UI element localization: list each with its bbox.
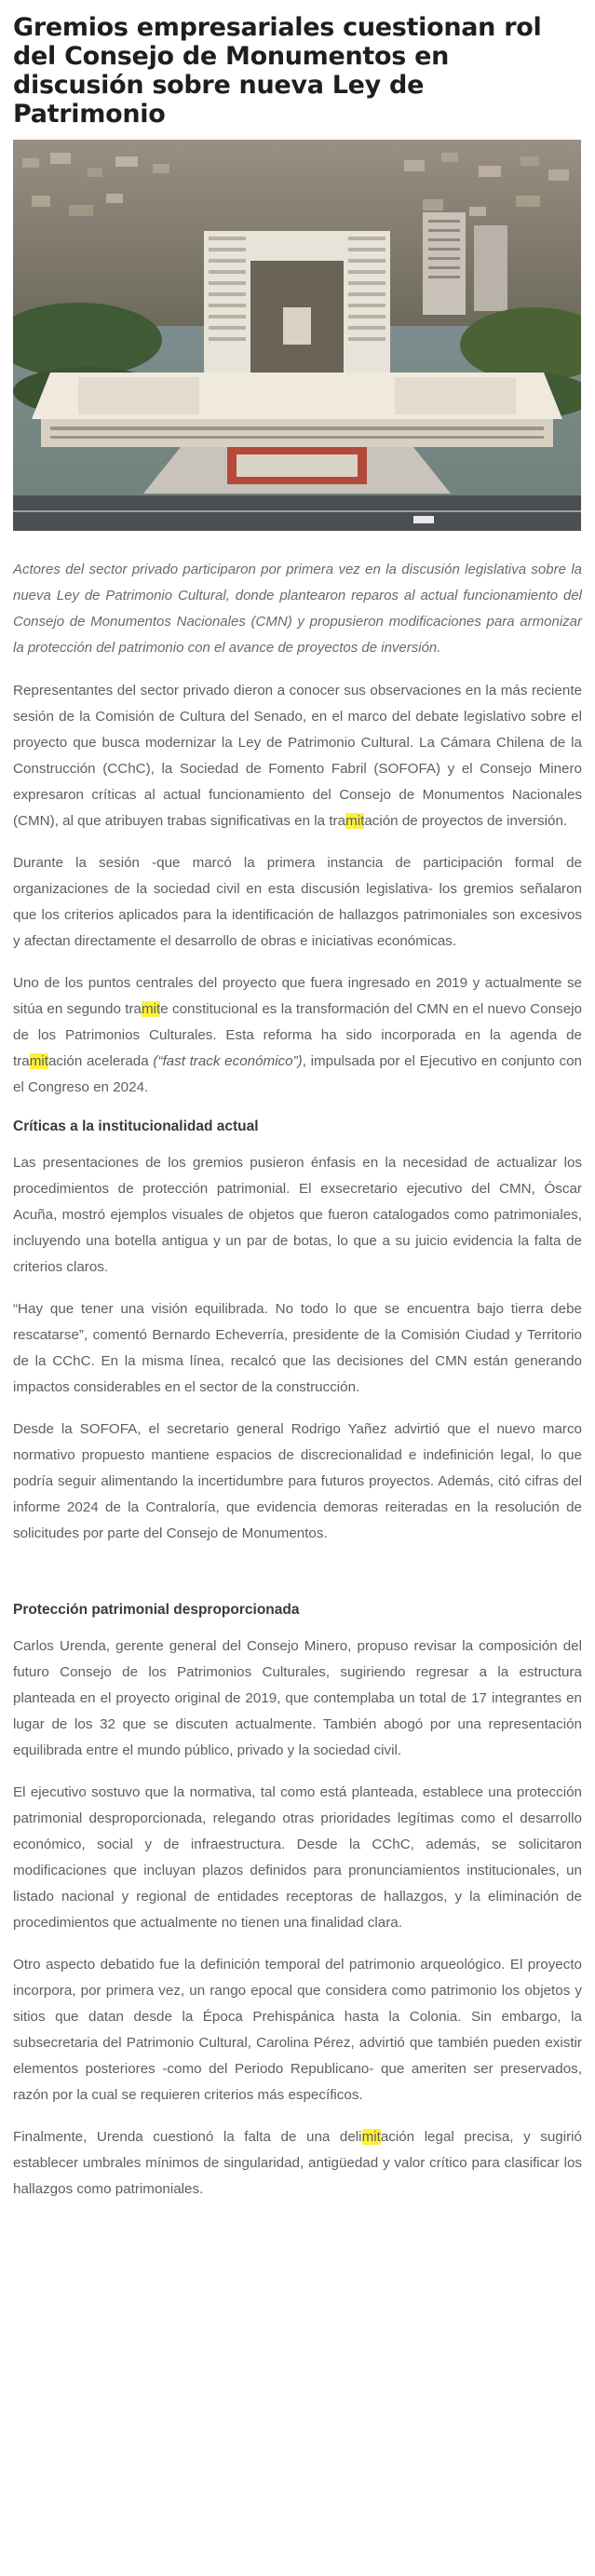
paragraph-6: Desde la SOFOFA, el secretario general Rodrigo Yañez advirtió que el nuevo marco normativo propuesto mantiene espacios de discrecionalidad e indefinición legal, lo que podría seguir alimentando la incertidumbre para futuros proyectos. Además, citó cifras del informe 2024 de la Contraloría, que evidencia demoras reiteradas en la resolución de solicitudes por parte del Consejo de Monumentos. (13, 1421, 582, 1541)
paragraph-1 (13, 678, 582, 834)
search-highlight: mit (29, 1053, 48, 1069)
paragraph-3 (13, 970, 582, 1101)
paragraph-3-italic: (“fast track económico”) (153, 1053, 303, 1069)
section-heading-proteccion: Protección patrimonial desproporcionada (13, 1602, 300, 1618)
paragraph-8: El ejecutivo sostuvo que la normativa, tal como está planteada, establece una protección patrimonial desproporcionada, relegando otras prioridades legítimas como el desarrollo económico, social y de infraestructura. Desde la CChC, además, se solicitaron modificaciones que incluyan plazos definidos para pronunciamientos institucionales, un listado nacional y regional de entidades receptoras de hallazgos, y la eliminación de procedimientos que actualmente no tienen una finalidad clara. (13, 1784, 582, 1931)
paragraph-2: Durante la sesión -que marcó la primera instancia de participación formal de organizaciones de la sociedad civil en esta discusión legislativa- los gremios señalaron que los criterios aplicados para la identificación de hallazgos patrimoniales son excesivos y afectan directamente el desarrollo de obras e iniciativas económicas. (13, 855, 582, 949)
paragraph-10-text-b: ación legal precisa, y sugirió establecer umbrales mínimos de singularidad, antigüedad y valor crítico para clasificar los hallazgos como patrimoniales. (13, 2129, 582, 2197)
article-lead: Actores del sector privado participaron por primera vez en la discusión legislativa sobre la nueva Ley de Patrimonio Cultural, donde plantearon reparos al actual funcionamiento del Consejo de Monumentos Nacionales (CMN) y propusieron modificaciones para armonizar la protección del patrimonio con el avance de proyectos de inversión. (13, 562, 582, 656)
paragraph-10 (13, 2124, 582, 2203)
search-highlight: mit (141, 1001, 161, 1017)
hero-image (13, 140, 581, 531)
paragraph-3-text-c: ación acelerada (47, 1053, 154, 1069)
search-highlight: mit (361, 2129, 381, 2145)
section-spacer (13, 1563, 582, 1600)
paragraph-5: “Hay que tener una visión equilibrada. No todo lo que se encuentra bajo tierra debe rescatarse”, comentó Bernardo Echeverría, presidente de la Comisión Ciudad y Territorio de la CChC. En la misma línea, recalcó que las decisiones del CMN están generando impactos considerables en el sector de la construcción. (13, 1301, 582, 1395)
article-title: Gremios empresariales cuestionan rol del Consejo de Monumentos en discusión sobre nueva Ley de Patrimonio (13, 13, 542, 129)
section-heading-criticas: Críticas a la institucionalidad actual (13, 1119, 259, 1134)
paragraph-4: Las presentaciones de los gremios pusieron énfasis en la necesidad de actualizar los procedimientos de protección patrimonial. El exsecretario ejecutivo del CMN, Óscar Acuña, mostró ejemplos visuales de objetos que fueron catalogados como patrimoniales, incluyendo una botella antigua y un par de botas, lo que a su juicio evidencia la falta de criterios claros. (13, 1155, 582, 1275)
paragraph-3-text-b: e constitucional es la transformación del CMN en el nuevo Consejo de los Patrimonios Culturales. Esta reforma ha sido incorporada en la agenda de tra (13, 1001, 582, 1069)
paragraph-7: Carlos Urenda, gerente general del Consejo Minero, propuso revisar la composición del futuro Consejo de los Patrimonios Culturales, sugiriendo regresar a la estructura planteada en el proyecto original de 2019, que contemplaba un total de 17 integrantes en lugar de los 32 que se discuten actualmente. También abogó por una representación equilibrada entre el mundo público, privado y la sociedad civil. (13, 1638, 582, 1758)
paragraph-10-text-a: Finalmente, Urenda cuestionó la falta de una deli (13, 2129, 362, 2145)
paragraph-1-text-a: Representantes del sector privado dieron a conocer sus observaciones en la más reciente sesión de la Comisión de Cultura del Senado, en el marco del debate legislativo sobre el proyecto que busca modernizar la Ley de Patrimonio Cultural. La Cámara Chilena de la Construcción (CChC), la Sociedad de Fomento Fabril (SOFOFA) y el Consejo Minero expresaron críticas al actual funcionamiento del Consejo de Monumentos Nacionales (CMN), al que atribuyen trabas significativas en la tra (13, 683, 582, 829)
paragraph-3-text-d: , impulsada por el Ejecutivo en conjunto con el Congreso en 2024. (13, 1053, 582, 1095)
search-highlight: mit (345, 813, 365, 829)
paragraph-9: Otro aspecto debatido fue la definición temporal del patrimonio arqueológico. El proyecto incorpora, por primera vez, un rango epocal que considera como patrimonio los objetos y sitios que datan desde la Época Prehispánica hasta la Colonia. Sin embargo, la subsecretaria del Patrimonio Cultural, Carolina Pérez, advirtió que también pueden existir elementos posteriores -como del Periodo Republicano- que ameriten ser preservados, razón por la cual se requieren criterios más específicos. (13, 1957, 582, 2103)
paragraph-3-text-a: Uno de los puntos centrales del proyecto que fuera ingresado en 2019 y actualmente se sitúa en segundo tra (13, 975, 582, 1017)
paragraph-1-text-b: ación de proyectos de inversión. (364, 813, 568, 829)
